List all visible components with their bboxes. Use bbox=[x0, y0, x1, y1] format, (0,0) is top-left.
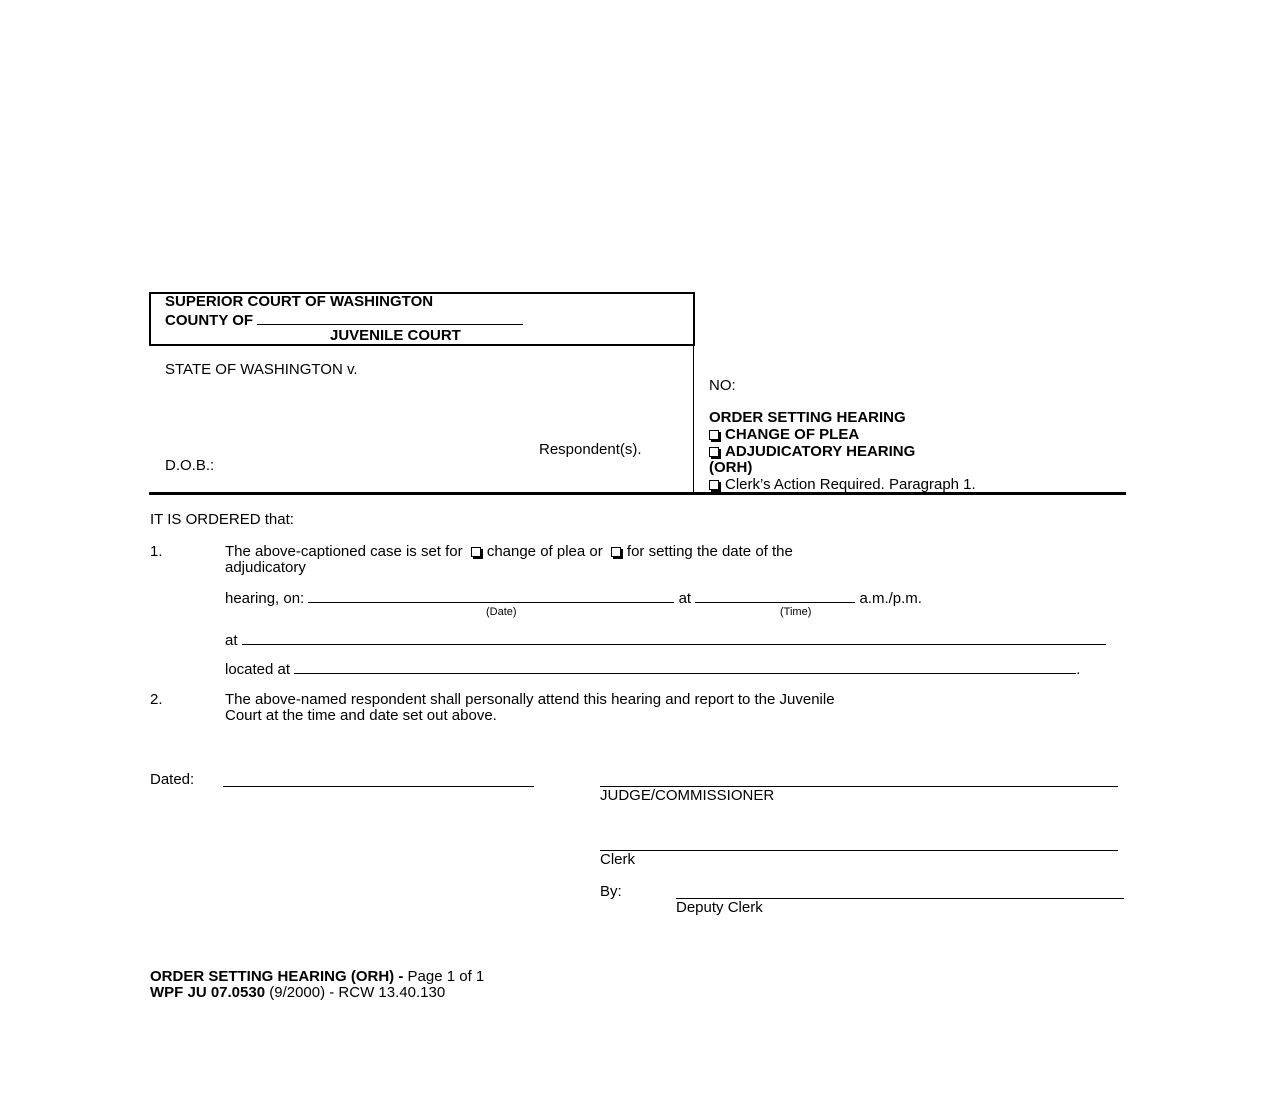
dob-label: D.O.B.: bbox=[165, 457, 215, 474]
footer-form-rev: (9/2000) - RCW 13.40.130 bbox=[269, 984, 446, 1001]
checkbox-icon[interactable] bbox=[611, 547, 621, 557]
caption-bottom-rule bbox=[149, 492, 1126, 495]
checkbox-icon[interactable] bbox=[709, 430, 719, 440]
paragraph-2-line1: The above-named respondent shall personally attend this hearing and report to the Juvenile bbox=[225, 691, 835, 708]
option-change-of-plea[interactable] bbox=[709, 427, 859, 443]
paragraph-2-line2: Court at the time and date set out above. bbox=[225, 707, 497, 724]
option-adjudicatory[interactable] bbox=[709, 444, 915, 460]
hearing-date-row bbox=[225, 589, 922, 607]
clerks-action-label: Clerk’s Action Required. Paragraph 1. bbox=[725, 476, 976, 493]
location-field[interactable] bbox=[242, 631, 1106, 645]
hearing-on-label: hearing, on: bbox=[225, 590, 305, 607]
checkbox-icon[interactable] bbox=[709, 480, 719, 490]
paragraph-1-line2: adjudicatory bbox=[225, 559, 306, 576]
ordered-heading: IT IS ORDERED that: bbox=[150, 511, 294, 528]
document-title: ORDER SETTING HEARING bbox=[709, 409, 906, 426]
county-text: COUNTY OF bbox=[165, 312, 254, 329]
case-number-label: NO: bbox=[709, 377, 736, 394]
by-label: By: bbox=[600, 883, 622, 900]
judge-label: JUDGE/COMMISSIONER bbox=[600, 787, 775, 804]
dated-label: Dated: bbox=[150, 771, 195, 788]
p1-text-a: The above-captioned case is set for bbox=[225, 543, 463, 560]
checkbox-icon[interactable] bbox=[471, 547, 481, 557]
located-label: located at bbox=[225, 661, 291, 678]
paragraph-1-line1 bbox=[225, 544, 793, 560]
clerk-signature-line[interactable] bbox=[600, 850, 1118, 851]
footer-page: Page 1 of 1 bbox=[407, 968, 485, 985]
footer-line2 bbox=[150, 985, 445, 1001]
option-label: CHANGE OF PLEA bbox=[725, 426, 860, 443]
footer-line1 bbox=[150, 969, 484, 985]
ampm-label: a.m./p.m. bbox=[859, 590, 922, 607]
location-row bbox=[225, 631, 1106, 649]
at-label: at bbox=[678, 590, 692, 607]
located-end: . bbox=[1076, 661, 1081, 678]
p1-text-c: for setting the date of the bbox=[626, 543, 793, 560]
clerk-label: Clerk bbox=[600, 851, 636, 868]
footer-title: ORDER SETTING HEARING (ORH) - bbox=[150, 968, 404, 985]
address-field[interactable] bbox=[294, 660, 1076, 674]
footer-form-number: WPF JU 07.0530 bbox=[150, 984, 266, 1001]
hearing-time-field[interactable] bbox=[695, 589, 855, 603]
court-name: SUPERIOR COURT OF WASHINGTON bbox=[165, 293, 434, 310]
address-row bbox=[225, 660, 1080, 678]
date-hint: (Date) bbox=[486, 606, 517, 618]
option-label: ADJUDICATORY HEARING bbox=[725, 443, 916, 460]
checkbox-icon[interactable] bbox=[709, 447, 719, 457]
clerks-action[interactable] bbox=[709, 477, 976, 493]
party-name: STATE OF WASHINGTON v. bbox=[165, 361, 358, 378]
paragraph-1-number: 1. bbox=[150, 543, 163, 560]
p1-text-b: change of plea or bbox=[486, 543, 603, 560]
form-abbrev: (ORH) bbox=[709, 459, 753, 476]
hearing-date-field[interactable] bbox=[308, 589, 674, 603]
at-line-label: at bbox=[225, 632, 238, 649]
caption-divider bbox=[693, 292, 694, 494]
dated-field[interactable] bbox=[223, 786, 534, 787]
time-hint: (Time) bbox=[780, 606, 812, 618]
respondent-label: Respondent(s). bbox=[539, 441, 642, 458]
paragraph-2-number: 2. bbox=[150, 691, 163, 708]
county-field[interactable] bbox=[257, 311, 523, 325]
deputy-label: Deputy Clerk bbox=[676, 899, 763, 916]
juvenile-court-label: JUVENILE COURT bbox=[330, 327, 461, 344]
